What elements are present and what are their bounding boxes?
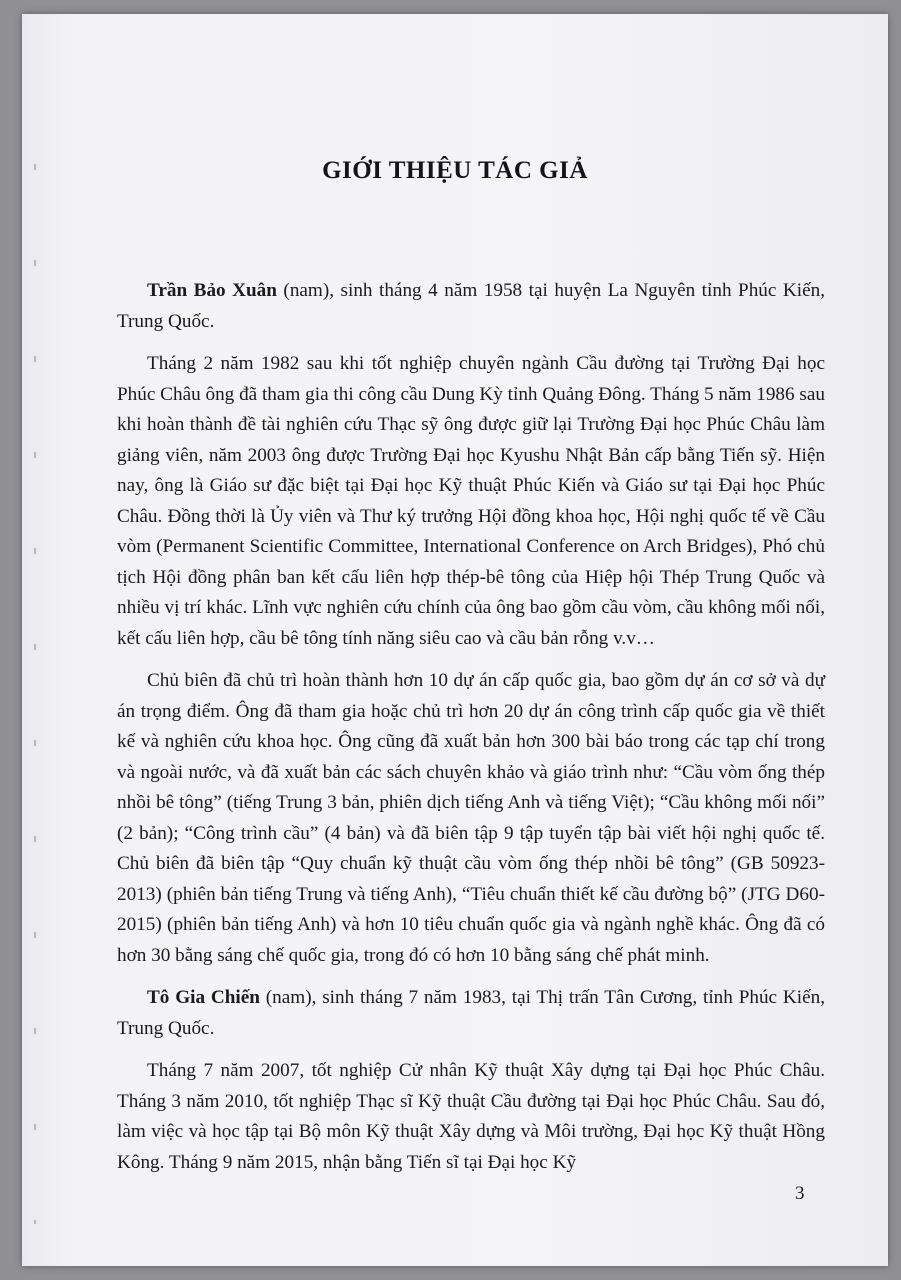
book-page bbox=[22, 14, 888, 1266]
paragraph-author-2-career bbox=[117, 1056, 825, 1178]
author-name: Trần Bảo Xuân bbox=[147, 280, 277, 301]
paragraph-author-1-intro bbox=[117, 276, 825, 337]
page-number: 3 bbox=[795, 1183, 805, 1204]
binding-marks bbox=[34, 74, 36, 1224]
paragraph-text: Tháng 2 năm 1982 sau khi tốt nghiệp chuyên ngành Cầu đường tại Trường Đại học Phúc Châu ông đã tham gia thi công cầu Dung Kỳ tỉnh Quảng Đông. Tháng 5 năm 1986 sau khi hoàn thành đề tài nghiên cứu Thạc sỹ ông được giữ lại Trường Đại học Phúc Châu làm giảng viên, năm 2003 ông được Trường Đại học Kyushu Nhật Bản cấp bằng Tiến sỹ. Hiện nay, ông là Giáo sư đặc biệt tại Đại học Kỹ thuật Phúc Kiến và Giáo sư tại Đại học Phúc Châu. Đồng thời là Ủy viên và Thư ký trưởng Hội đồng khoa học, Hội nghị quốc tế về Cầu vòm (Permanent Scientific Committee, International Conference on Arch Bridges), Phó chủ tịch Hội đồng phân ban kết cấu liên hợp thép-bê tông của Hiệp hội Thép Trung Quốc và nhiều vị trí khác. Lĩnh vực nghiên cứu chính của ông bao gồm cầu vòm, cầu không mối nối, kết cấu liên hợp, cầu bê tông tính năng siêu cao và cầu bản rỗng v.v… bbox=[117, 353, 825, 649]
paragraph-text: Chủ biên đã chủ trì hoàn thành hơn 10 dự án cấp quốc gia, bao gồm dự án cơ sở và dự án trọng điểm. Ông đã tham gia hoặc chủ trì hơn 20 dự án công trình cấp quốc gia về thiết kế và nghiên cứu khoa học. Ông cũng đã xuất bản hơn 300 bài báo trong các tạp chí trong và ngoài nước, và đã xuất bản các sách chuyên khảo và giáo trình như: “Cầu vòm ống thép nhồi bê tông” (tiếng Trung 3 bản, phiên dịch tiếng Anh và tiếng Việt); “Cầu không mối nối” (2 bản); “Công trình cầu” (4 bản) và đã biên tập 9 tập tuyển tập bài viết hội nghị quốc tế. Chủ biên đã biên tập “Quy chuẩn kỹ thuật cầu vòm ống thép nhồi bê tông” (GB 50923-2013) (phiên bản tiếng Trung và tiếng Anh), “Tiêu chuẩn thiết kế cầu đường bộ” (JTG D60-2015) (phiên bản tiếng Anh) và hơn 10 tiêu chuẩn quốc gia và ngành nghề khác. Ông đã có hơn 30 bằng sáng chế quốc gia, trong đó có hơn 10 bằng sáng chế phát minh. bbox=[117, 670, 825, 966]
paragraph-author-1-career bbox=[117, 349, 825, 654]
paragraph-text: (nam), sinh tháng 7 năm 1983, tại Thị trấn Tân Cương, tỉnh Phúc Kiến, Trung Quốc. bbox=[117, 987, 825, 1039]
paragraph-text: Tháng 7 năm 2007, tốt nghiệp Cử nhân Kỹ thuật Xây dựng tại Đại học Phúc Châu. Tháng 3 năm 2010, tốt nghiệp Thạc sĩ Kỹ thuật Cầu đường tại Đại học Phúc Châu. Sau đó, làm việc và học tập tại Bộ môn Kỹ thuật Xây dựng và Môi trường, Đại học Kỹ thuật Hồng Kông. Tháng 9 năm 2015, nhận bằng Tiến sĩ tại Đại học Kỹ bbox=[117, 1060, 825, 1173]
paragraph-author-1-works bbox=[117, 666, 825, 971]
author-name: Tô Gia Chiến bbox=[147, 987, 260, 1008]
page-title: GIỚI THIỆU TÁC GIẢ bbox=[322, 157, 588, 184]
paragraph-text: (nam), sinh tháng 4 năm 1958 tại huyện La Nguyên tỉnh Phúc Kiến, Trung Quốc. bbox=[117, 280, 825, 332]
body-text bbox=[117, 276, 825, 1190]
paragraph-author-2-intro bbox=[117, 983, 825, 1044]
